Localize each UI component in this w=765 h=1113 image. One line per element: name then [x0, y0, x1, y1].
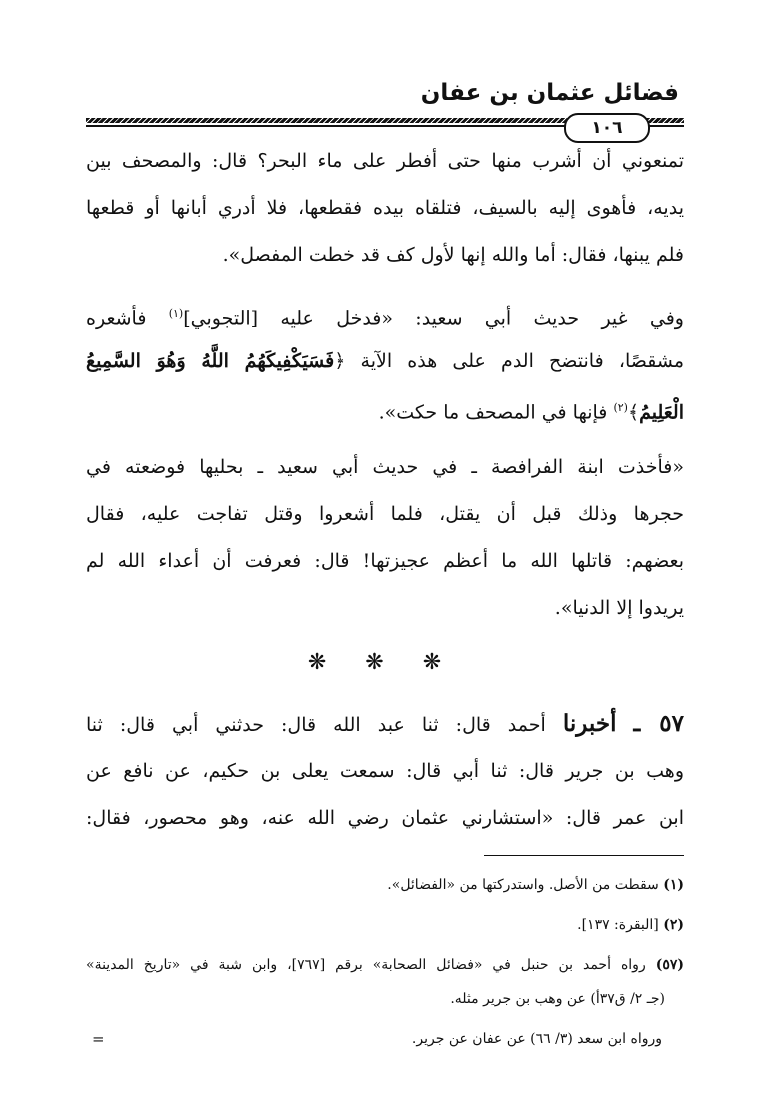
body-line: وهب بن جرير قال: ثنا أبي قال: سمعت يعلى بن حكيم، عن نافع عن: [86, 760, 684, 782]
footnote-text: [البقرة: ١٣٧].: [577, 917, 659, 933]
body-line: [86, 394, 684, 426]
running-header-title: فضائل عثمان بن عفان: [420, 80, 679, 106]
footnote-2: [86, 914, 684, 936]
body-line: «فأخذت ابنة الفرافصة ـ في حديث أبي سعيد ـ بحليها فوضعته في: [86, 456, 684, 478]
header-rule: [86, 113, 684, 138]
footnote-57-continuation: (جـ ٢/ ق٣٧أ) عن وهب بن جرير مثله.: [450, 991, 665, 1007]
body-line: ابن عمر قال: «استشارني عثمان رضي الله عنه، وهو محصور، فقال:: [86, 807, 684, 829]
footnote-57-continuation-2: ورواه ابن سعد (٣/ ٦٦) عن عفان عن جرير.: [411, 1031, 662, 1047]
quran-verse: الْعَلِيمُ: [639, 401, 684, 424]
text-segment: مشقصًا، فانتضح الدم على هذه الآية ﴿: [334, 350, 684, 372]
footnote-text: رواه أحمد بن حنبل في «فضائل الصحابة» برقم [٧٦٧]، وابن شبة في «تاريخ المدينة»: [86, 957, 646, 973]
body-line: فلم يبنها، فقال: أما والله إنها لأول كف قد خطت المفصل».: [222, 244, 684, 266]
body-line: [86, 300, 684, 332]
body-line: [86, 347, 684, 375]
footnote-ref-2: (٢): [613, 401, 628, 414]
footnote-number: (١): [663, 877, 684, 893]
footnote-number: (٢): [663, 917, 684, 933]
text-segment: ﴾: [627, 401, 640, 424]
body-line: تمنعوني أن أشرب منها حتى أفطر على ماء البحر؟ قال: والمصحف بين: [86, 150, 684, 172]
body-line: حجرها وذلك قبل أن يقتل، فلما أشعروا وقتل تفاجت عليه، فقال: [86, 503, 684, 525]
text-segment: أحمد قال: ثنا عبد الله قال: حدثني أبي قال: ثنا: [86, 714, 546, 736]
footnote-57: [86, 954, 684, 976]
continuation-mark: =: [92, 1030, 105, 1048]
footnote-1: [86, 874, 684, 896]
text-segment: فإنها في المصحف ما حكت».: [378, 401, 608, 424]
text-segment: وفي غير حديث أبي سعيد: «فدخل عليه [التجوبي]: [183, 307, 684, 330]
footnote-text: سقطت من الأصل. واستدركتها من «الفضائل».: [387, 877, 659, 893]
section-separator: ❋ ❋ ❋: [307, 650, 458, 675]
body-line: يديه، فأهوى إليه بالسيف، فتلقاه بيده فقطعها، فلا أدري أبانها أو قطعها: [86, 197, 684, 219]
body-line: يريدوا إلا الدنيا».: [554, 597, 684, 619]
page-number-badge: ١٠٦: [564, 113, 650, 143]
quran-verse: فَسَيَكْفِيكَهُمُ اللَّهُ وَهُوَ السَّمِيعُ: [86, 350, 335, 372]
hadith-number: ٥٧ ـ: [633, 710, 684, 737]
body-line: بعضهم: قاتلها الله ما أعظم عجيزتها! قال: فعرفت أن أعداء الله لم: [86, 550, 684, 572]
hadith-lead-word: أخبرنا: [562, 710, 617, 737]
footnote-ref-1: (١): [168, 307, 184, 320]
footnote-number: (٥٧): [655, 957, 684, 973]
footnote-separator: [484, 855, 684, 856]
body-line: [86, 710, 684, 739]
text-segment: فأشعره: [86, 307, 147, 330]
